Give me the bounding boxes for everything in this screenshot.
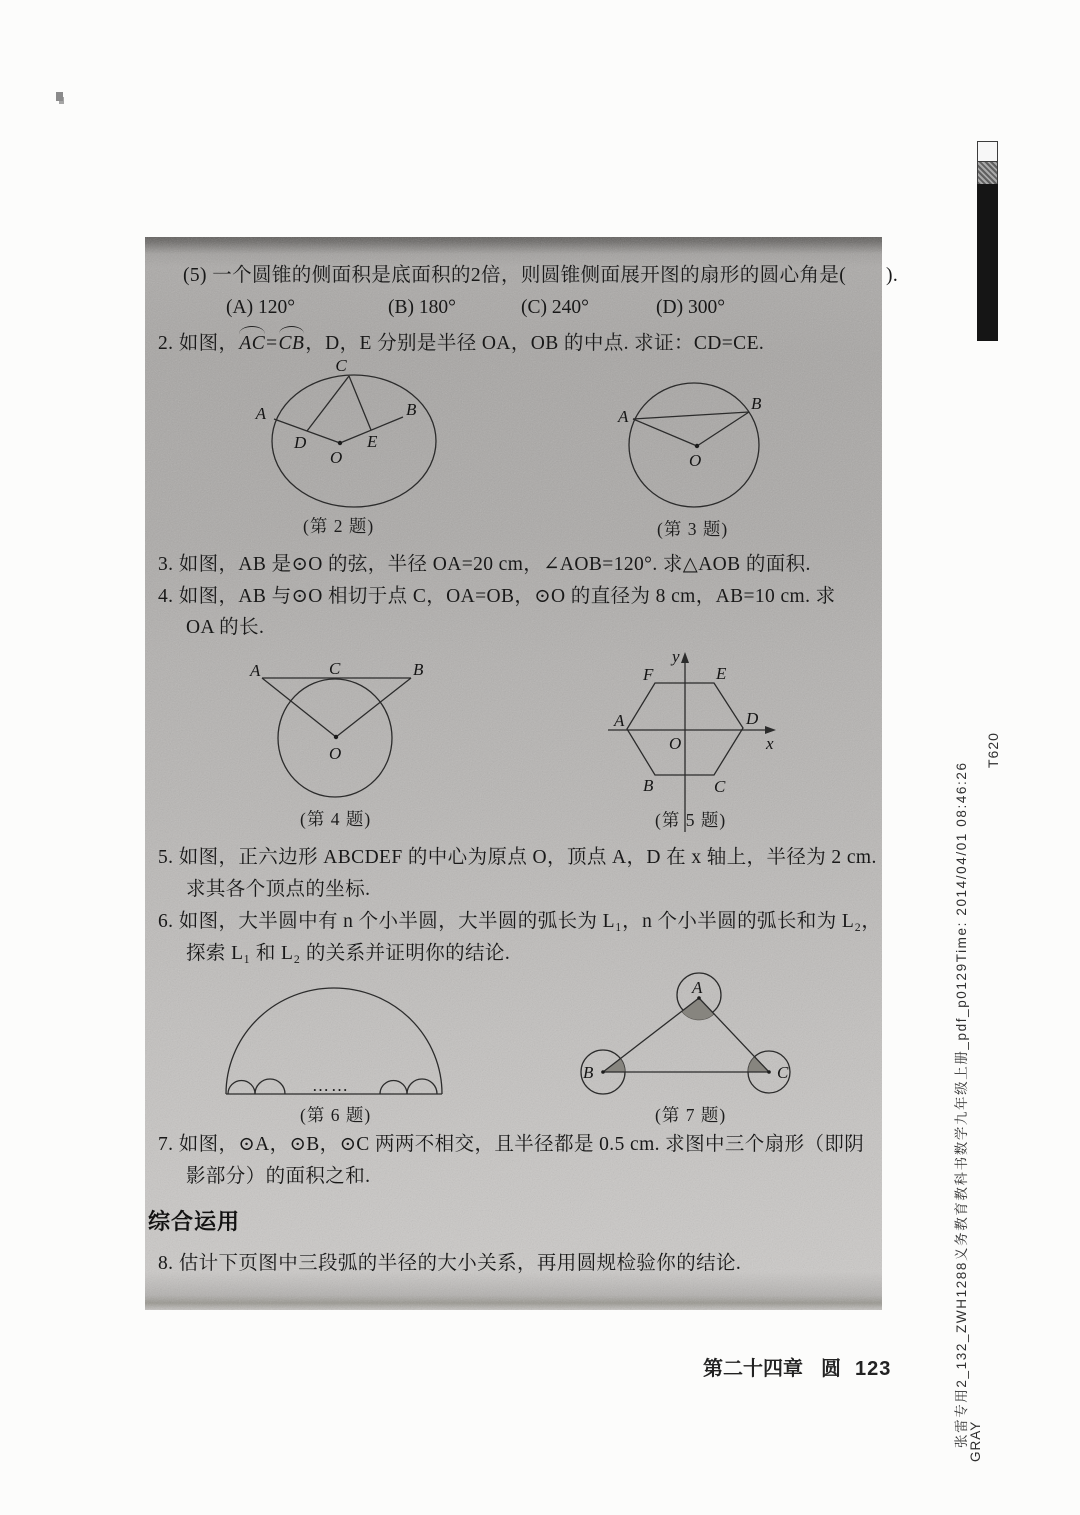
segment-CE <box>349 376 371 430</box>
segment-OB <box>336 678 411 737</box>
calibration-white-block <box>977 141 998 162</box>
label-E: E <box>716 664 727 683</box>
figure-4-caption: (第 4 题) <box>300 809 372 829</box>
label-O: O <box>330 448 343 467</box>
figure-question-2 <box>250 356 450 518</box>
question-6-text-line1: 6. 如图，大半圆中有 n 个小半圆，大半圆的弧长为 L₁，n 个小半圆的弧长和为 L₂， <box>158 911 882 932</box>
question-3-text: 3. 如图，AB 是⊙O 的弦，半径 OA=20 cm，∠AOB=120°. 求△AOB 的面积. <box>158 554 811 575</box>
label-B: B <box>583 1063 594 1082</box>
q2-rest: ，D，E 分别是半径 OA，OB 的中点. 求证：CD=CE. <box>305 333 765 354</box>
figure-question-7 <box>570 963 800 1100</box>
question-6-text-line2: 探索 L₁ 和 L₂ 的关系并证明你的结论. <box>186 943 511 964</box>
small-semicircle-3 <box>380 1081 407 1095</box>
label-O: O <box>329 744 342 763</box>
option-d: (D) 300° <box>656 297 725 318</box>
segment-CD <box>307 376 349 431</box>
label-O: O <box>669 734 682 753</box>
label-C: C <box>329 659 341 678</box>
figure-5-caption: (第 5 题) <box>655 810 727 830</box>
grayscale-calibration-bar <box>977 141 998 341</box>
q2-arc-AC: AC <box>238 330 266 357</box>
figure-7-caption: (第 7 题) <box>655 1105 727 1125</box>
label-A: A <box>255 404 266 423</box>
calibration-black-block <box>977 184 998 341</box>
y-axis-arrow <box>681 652 689 663</box>
margin-gray-label: GRAY <box>968 1420 983 1462</box>
label-B: B <box>413 660 424 679</box>
footer-chapter: 第二十四章 <box>703 1358 803 1380</box>
ellipsis-dots: …… <box>312 1076 350 1095</box>
question-4-text-line2: OA 的长. <box>186 617 265 638</box>
question-7-text-line2: 影部分）的面积之和. <box>186 1166 371 1187</box>
label-C: C <box>777 1063 789 1082</box>
footer-book-title: 圆 <box>821 1358 841 1380</box>
label-D: D <box>746 709 759 728</box>
radius-OB <box>697 412 749 446</box>
center-point-O <box>334 735 338 739</box>
label-A: A <box>614 711 625 730</box>
option-b: (B) 180° <box>388 297 456 318</box>
q2-prefix: 2. 如图， <box>158 333 239 354</box>
margin-watermark-text: 张雷专用2_132_ZWH1288义务教育教科书数学九年级上册_pdf_p0129Time: 2014/04/01 08:46:26 <box>954 761 969 1448</box>
q2-equals: = <box>266 333 278 354</box>
small-semicircle-1 <box>228 1081 255 1095</box>
radius-OA <box>633 419 697 446</box>
figure-6-caption: (第 6 题) <box>300 1105 372 1125</box>
vertex-B-point <box>601 1070 605 1074</box>
question-2-text <box>158 330 764 357</box>
page-footer <box>703 1352 891 1381</box>
label-A: A <box>250 661 261 680</box>
label-C: C <box>714 777 726 796</box>
scan-speck <box>56 92 63 101</box>
x-axis-arrow <box>765 726 776 734</box>
center-point-O <box>338 441 342 445</box>
q2-arc-CB: CB <box>278 330 306 357</box>
small-semicircle-4 <box>407 1079 437 1094</box>
question-5-text-line2: 求其各个顶点的坐标. <box>186 879 371 900</box>
label-C: C <box>335 356 347 375</box>
vertex-C-point <box>767 1070 771 1074</box>
label-D: D <box>294 433 307 452</box>
figure-question-4 <box>245 656 425 803</box>
segment-OA <box>262 678 336 737</box>
label-F: F <box>643 665 654 684</box>
label-B: B <box>643 776 654 795</box>
label-A: A <box>618 407 629 426</box>
question-7-text-line1: 7. 如图，⊙A，⊙B，⊙C 两两不相交，且半径都是 0.5 cm. 求图中三个扇形（即阴 <box>158 1134 865 1155</box>
label-E: E <box>367 432 378 451</box>
calibration-gray-block <box>977 162 998 184</box>
footer-page-number: 123 <box>855 1358 892 1380</box>
label-x-axis: x <box>766 734 774 753</box>
margin-t-code: T620 <box>985 732 1001 768</box>
figure-2-caption: (第 2 题) <box>303 516 375 536</box>
figure-question-6 <box>215 980 455 1100</box>
label-B: B <box>751 394 762 413</box>
label-y-axis: y <box>672 647 680 666</box>
option-a: (A) 120° <box>226 297 295 318</box>
figure-3-caption: (第 3 题) <box>657 519 729 539</box>
side-AB <box>603 998 699 1072</box>
option-c: (C) 240° <box>521 297 589 318</box>
label-A: A <box>692 978 703 997</box>
center-point-O <box>695 444 699 448</box>
side-AC <box>699 998 769 1072</box>
small-semicircle-2 <box>255 1079 285 1094</box>
question-5-text-line1: 5. 如图，正六边形 ABCDEF 的中心为原点 O，顶点 A，D 在 x 轴上，半径为 2 cm. <box>158 847 877 868</box>
question-4-text-line1: 4. 如图，AB 与⊙O 相切于点 C，OA=OB，⊙O 的直径为 8 cm，AB=10 cm. 求 <box>158 586 836 607</box>
question-1-5-text: (5) 一个圆锥的侧面积是底面积的2倍，则圆锥侧面展开图的扇形的圆心角是( ). <box>183 265 899 286</box>
label-B: B <box>406 400 417 419</box>
question-8-text: 8. 估计下页图中三段弧的半径的大小关系，再用圆规检验你的结论. <box>158 1253 742 1274</box>
figure-question-3 <box>615 376 775 516</box>
label-O: O <box>689 451 702 470</box>
chord-AB <box>633 412 749 419</box>
section-heading: 综合运用 <box>148 1209 241 1234</box>
shaded-sector-C <box>748 1057 769 1072</box>
